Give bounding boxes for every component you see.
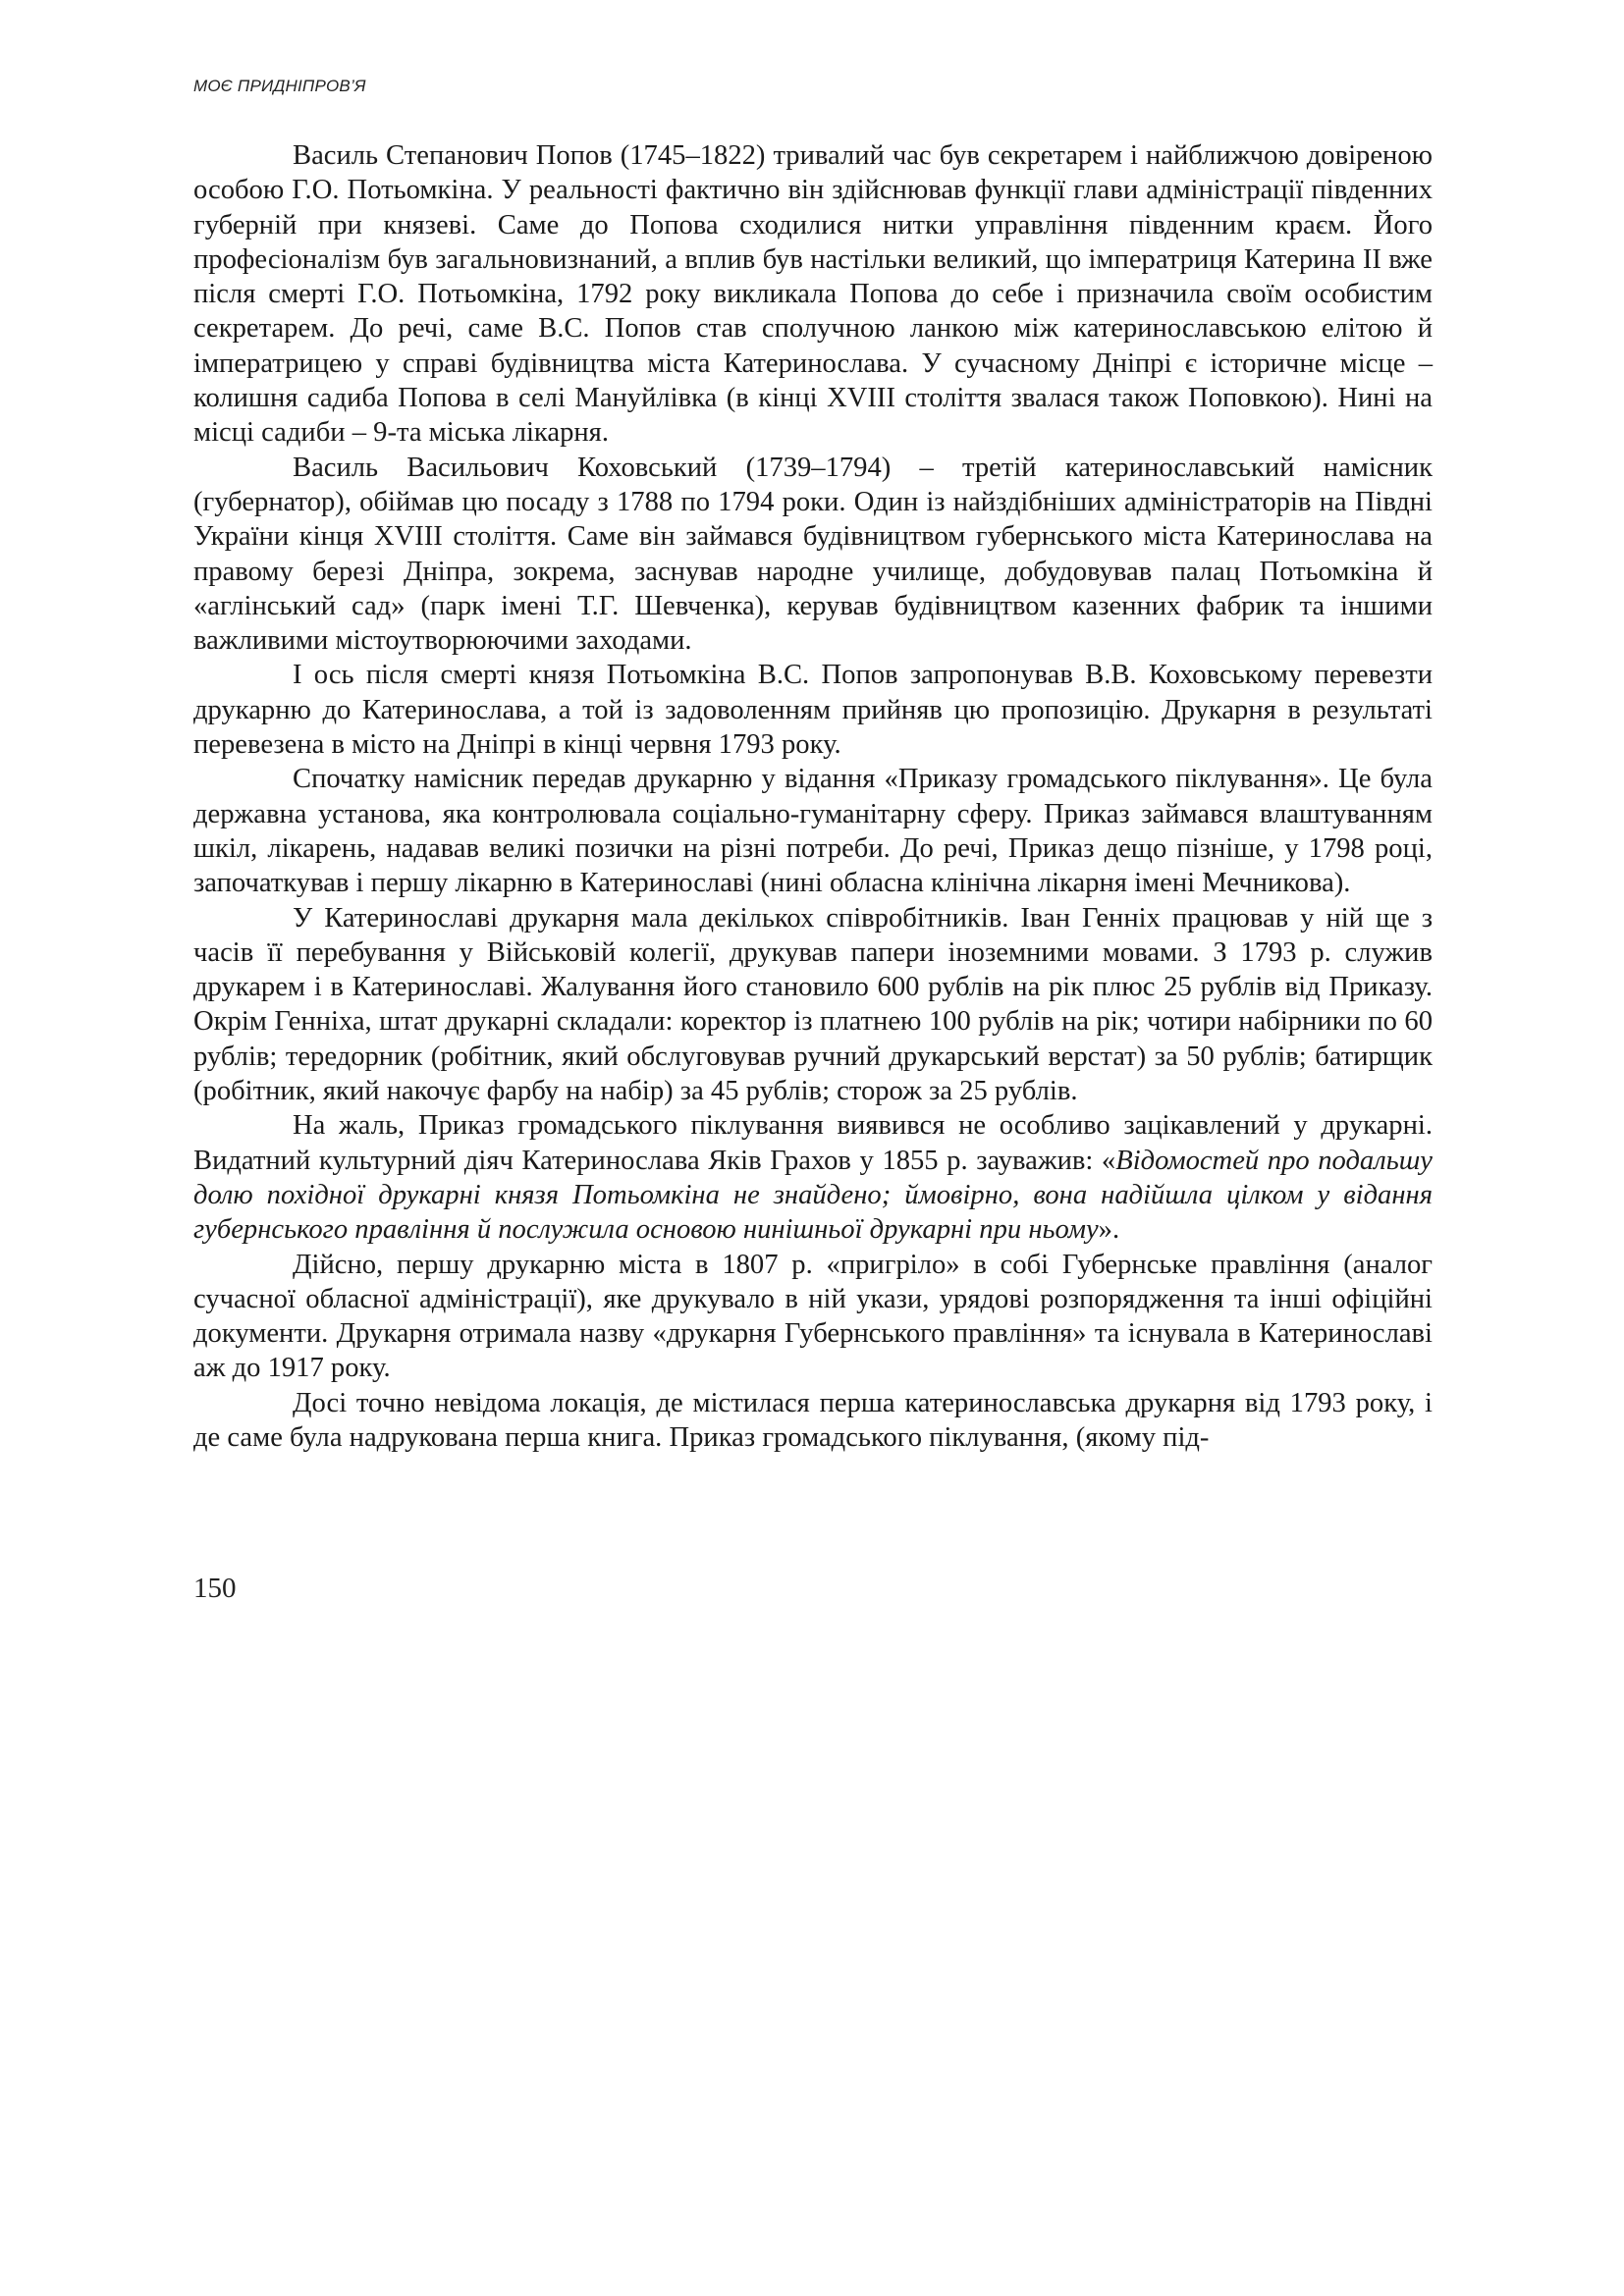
- quote-lead-in: На жаль, Приказ громадського піклування виявився не особливо зацікавлений у друкарні. Видатний культурний діяч Катеринослава Яків Грахов у 1855 р. зауважив: «: [193, 1110, 1433, 1176]
- paragraph-staff: У Катеринославі друкарня мала декількох співробітників. Іван Генніх працював у ній ще з часів її перебування у Військовій колегії, друкував папери іноземними мовами. З 1793 р. служив друкарем і в Катеринославі. Жалування його становило 600 рублів на рік плюс 25 рублів від Приказу. Окрім Генніха, штат друкарні складали: коректор із платнею 100 рублів на рік; чотири набірники по 60 рублів; тередорник (робітник, який обслуговував ручний друкарський верстат) за 50 рублів; батирщик (робітник, який накочує фарбу на набір) за 45 рублів; сторож за 25 рублів.: [193, 902, 1433, 1107]
- page-number: 150: [193, 1573, 237, 1604]
- quote-close: ».: [1098, 1214, 1120, 1246]
- paragraph-location-unknown: Досі точно невідома локація, де містилася перша катеринославська друкарня від 1793 року, і де саме була надрукована перша книга. Приказ громадського піклування, (якому під-: [193, 1387, 1433, 1453]
- paragraph-popov: Василь Степанович Попов (1745–1822) тривалий час був секретарем і найближчою довіреною особою Г.О. Потьомкіна. У реальності фактично він здійснював функції глави адміністрації південних губерній при князеві. Саме до Попова сходилися нитки управління південним краєм. Його професіоналізм був загальновизнаний, а вплив був настільки великий, що імператриця Катерина II вже після смерті Г.О. Потьомкіна, 1792 року викликала Попова до себе і призначила своїм особистим секретарем. До речі, саме В.С. Попов став сполучною ланкою між катеринославською елітою й імператрицею у справі будівництва міста Катеринослава. У сучасному Дніпрі є історичне місце – колишня садиба Попова в селі Мануйлівка (в кінці XVIII століття звалася також Поповкою). Нині на місці садиби – 9-та міська лікарня.: [193, 140, 1433, 449]
- paragraph-printing-transfer: І ось після смерті князя Потьомкіна В.С. Попов запропонував В.В. Коховському перевезти друкарню до Катеринослава, а той із задоволенням прийняв цю пропозицію. Друкарня в результаті перевезена в місто на Дніпрі в кінці червня 1793 року.: [193, 660, 1433, 761]
- paragraph-grakhov-quote: [193, 1108, 1433, 1247]
- article-body: [193, 138, 1433, 1455]
- paragraph-prykaz: Спочатку намісник передав друкарню у відання «Приказу громадського піклування». Це була державна установа, яка контролювала соціально-гуманітарну сферу. Приказ займався влаштуванням шкіл, лікарень, надавав великі позички на різні потреби. До речі, Приказ дещо пізніше, у 1798 році, започаткував і першу лікарню в Катеринославі (нині обласна клінічна лікарня імені Мечникова).: [193, 764, 1433, 899]
- quote-text: Відомостей про подальшу долю похідної друкарні князя Потьомкіна не знайдено; ймовірно, вона надійшла цілком у відання губернського правління й послужила основою нинішньої друкарні при ньому: [193, 1145, 1433, 1246]
- paragraph-gubernia-board: Дійсно, першу друкарню міста в 1807 р. «пригріло» в собі Губернське правління (аналог сучасної обласної адміністрації), яке друкувало в ній укази, урядові розпорядження та інші офіційні документи. Друкарня отримала назву «друкарня Губернського правління» та існувала в Катеринославі аж до 1917 року.: [193, 1249, 1433, 1384]
- running-header: МОЄ ПРИДНІПРОВ’Я: [193, 77, 366, 95]
- paragraph-kokhovsky: Василь Васильович Коховський (1739–1794) – третій катеринославський намісник (губернатор), обіймав цю посаду з 1788 по 1794 роки. Один із найздібніших адміністраторів на Півдні України кінця XVIII століття. Саме він займався будівництвом губернського міста Катеринослава на правому березі Дніпра, зокрема, заснував народне училище, добудовував палац Потьомкіна й «аглінський сад» (парк імені Т.Г. Шевченка), керував будівництвом казенних фабрик та іншими важливими містоутворюючими заходами.: [193, 452, 1433, 657]
